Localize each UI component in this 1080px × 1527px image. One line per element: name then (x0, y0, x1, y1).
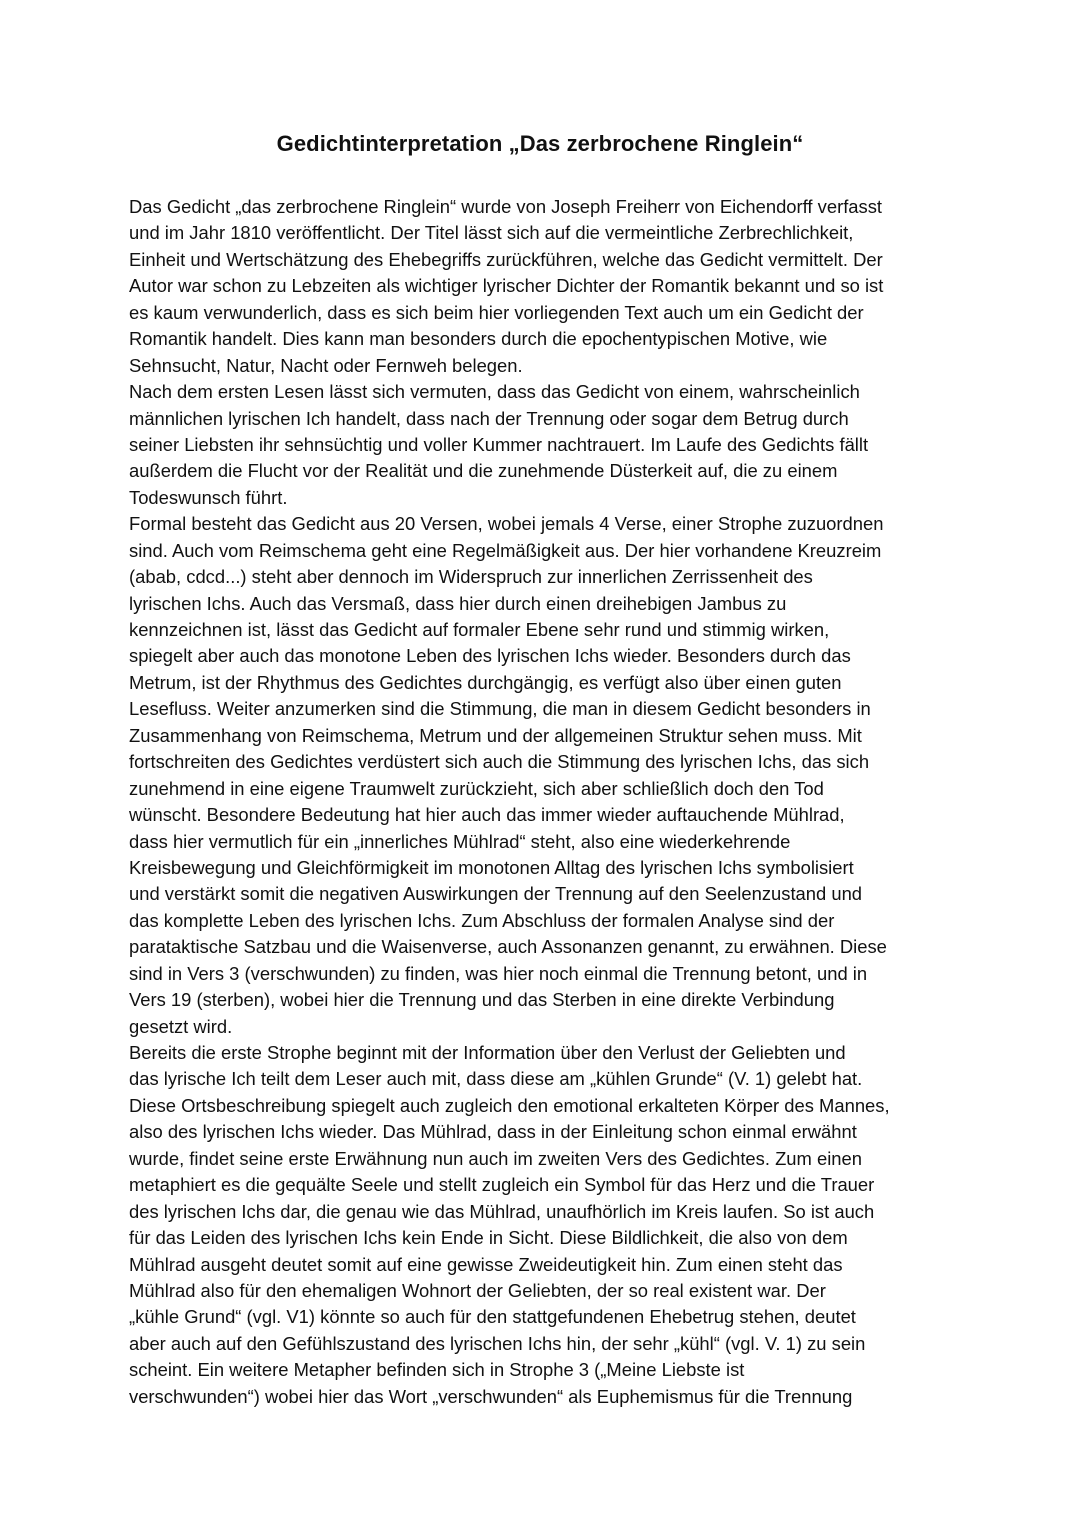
body-text-line: Bereits die erste Strophe beginnt mit der Information über den Verlust der Geliebten und (129, 1042, 846, 1063)
body-text-line: Einheit und Wertschätzung des Ehebegriffs zurückführen, welche das Gedicht vermittelt. Der (129, 248, 883, 270)
body-text-line: sind in Vers 3 (verschwunden) zu finden, was hier noch einmal die Trennung betont, und in (129, 962, 868, 984)
body-text-line: verschwunden“) wobei hier das Wort „verschwunden“ als Euphemismus für die Trennung (129, 1385, 853, 1407)
body-text-line: Das Gedicht „das zerbrochene Ringlein“ wurde von Joseph Freiherr von Eichendorff verfasst (129, 196, 883, 217)
body-text-line: dass hier vermutlich für ein „innerliches Mühlrad“ steht, also eine wiederkehrende (129, 830, 791, 852)
body-text-line: kennzeichnen ist, lässt das Gedicht auf formaler Ebene sehr rund und stimmig wirken, (129, 619, 830, 640)
body-text-line: gesetzt wird. (129, 1015, 233, 1037)
document-title: Gedichtinterpretation „Das zerbrochene Ringlein“ (276, 131, 804, 156)
body-text-line: sind. Auch vom Reimschema geht eine Regelmäßigkeit aus. Der hier vorhandene Kreuzreim (129, 539, 882, 561)
body-text-line: Kreisbewegung und Gleichförmigkeit im monotonen Alltag des lyrischen Ichs symbolisiert (129, 856, 854, 878)
body-text-line: des lyrischen Ichs dar, die genau wie das Mühlrad, unaufhörlich im Kreis laufen. So ist auch (129, 1200, 875, 1222)
body-text-line: und verstärkt somit die negativen Auswirkungen der Trennung auf den Seelenzustand und (129, 883, 863, 905)
body-text-line: für das Leiden des lyrischen Ichs kein Ende in Sicht. Diese Bildlichkeit, die also von dem (129, 1227, 848, 1249)
body-text-line: wünscht. Besondere Bedeutung hat hier auch das immer wieder auftauchende Mühlrad, (129, 804, 845, 826)
body-text-line: es kaum verwunderlich, dass es sich beim hier vorliegenden Text auch um ein Gedicht der (129, 301, 864, 323)
body-text-line: männlichen lyrischen Ich handelt, dass nach der Trennung oder sogar dem Betrug durch (129, 407, 849, 429)
body-text-line: seiner Liebsten ihr sehnsüchtig und voller Kummer nachtrauert. Im Laufe des Gedichts fällt (129, 433, 869, 455)
body-text-line: Zusammenhang von Reimschema, Metrum und der allgemeinen Struktur sehen muss. Mit (129, 724, 862, 746)
document-body (129, 194, 959, 1410)
body-text-line: Romantik handelt. Dies kann man besonders durch die epochentypischen Motive, wie (129, 328, 828, 350)
body-text-line: das komplette Leben des lyrischen Ichs. Zum Abschluss der formalen Analyse sind der (129, 909, 835, 931)
body-text-line: Formal besteht das Gedicht aus 20 Versen, wobei jemals 4 Verse, einer Strophe zuzuordnen (129, 513, 884, 535)
body-text-line: (abab, cdcd...) steht aber dennoch im Widerspruch zur innerlichen Zerrissenheit des (129, 566, 813, 588)
body-text-line: wurde, findet seine erste Erwähnung nun auch im zweiten Vers des Gedichtes. Zum einen (129, 1147, 862, 1169)
body-text-line: Mühlrad also für den ehemaligen Wohnort der Geliebten, der so real existent war. Der (129, 1279, 826, 1301)
body-text-line: fortschreiten des Gedichtes verdüstert sich auch die Stimmung des lyrischen Ichs, das sich (129, 751, 870, 773)
body-text-line: zunehmend in eine eigene Traumwelt zurückzieht, sich aber schließlich doch den Tod (129, 777, 824, 799)
body-text-line: Vers 19 (sterben), wobei hier die Trennung und das Sterben in eine direkte Verbindung (129, 989, 835, 1011)
body-text-line: metaphiert es die gequälte Seele und stellt zugleich ein Symbol für das Herz und die Trauer (129, 1174, 875, 1196)
body-text-line: Lesefluss. Weiter anzumerken sind die Stimmung, die man in diesem Gedicht besonders in (129, 698, 871, 720)
body-text-line: also des lyrischen Ichs wieder. Das Mühlrad, dass in der Einleitung schon einmal erwähnt (129, 1121, 857, 1143)
body-text-line: Todeswunsch führt. (129, 486, 288, 508)
body-text-line: spiegelt aber auch das monotone Leben des lyrischen Ichs wieder. Besonders durch das (129, 645, 851, 667)
body-text-line: Diese Ortsbeschreibung spiegelt auch zugleich den emotional erkalteten Körper des Mannes, (129, 1094, 890, 1116)
body-text-line: „kühle Grund“ (vgl. V1) könnte so auch für den stattgefundenen Ehebetrug stehen, deutet (129, 1306, 856, 1328)
body-text-line: parataktische Satzbau und die Waisenverse, auch Assonanzen genannt, zu erwähnen. Diese (129, 936, 887, 958)
body-text-line: Autor war schon zu Lebzeiten als wichtiger lyrischer Dichter der Romantik bekannt und so ist (129, 275, 884, 297)
body-text-line: das lyrische Ich teilt dem Leser auch mit, dass diese am „kühlen Grunde“ (V. 1) gelebt hat. (129, 1068, 863, 1090)
body-text-line: und im Jahr 1810 veröffentlicht. Der Titel lässt sich auf die vermeintliche Zerbrechlichkeit, (129, 222, 854, 244)
body-text-line: außerdem die Flucht vor der Realität und die zunehmende Düsterkeit auf, die zu einem (129, 460, 838, 482)
body-text-line: Nach dem ersten Lesen lässt sich vermuten, dass das Gedicht von einem, wahrscheinlich (129, 381, 860, 403)
body-text-line: Sehnsucht, Natur, Nacht oder Fernweh belegen. (129, 354, 523, 376)
body-text-line: scheint. Ein weitere Metapher befinden sich in Strophe 3 („Meine Liebste ist (129, 1359, 745, 1381)
body-text-line: lyrischen Ichs. Auch das Versmaß, dass hier durch einen dreihebigen Jambus zu (129, 592, 787, 614)
body-text-line: Metrum, ist der Rhythmus des Gedichtes durchgängig, es verfügt also über einen guten (129, 671, 842, 693)
body-text-line: aber auch auf den Gefühlszustand des lyrischen Ichs hin, der sehr „kühl“ (vgl. V. 1) zu sein (129, 1332, 866, 1354)
body-text-line: Mühlrad ausgeht deutet somit auf eine gewisse Zweideutigkeit hin. Zum einen steht das (129, 1253, 843, 1275)
